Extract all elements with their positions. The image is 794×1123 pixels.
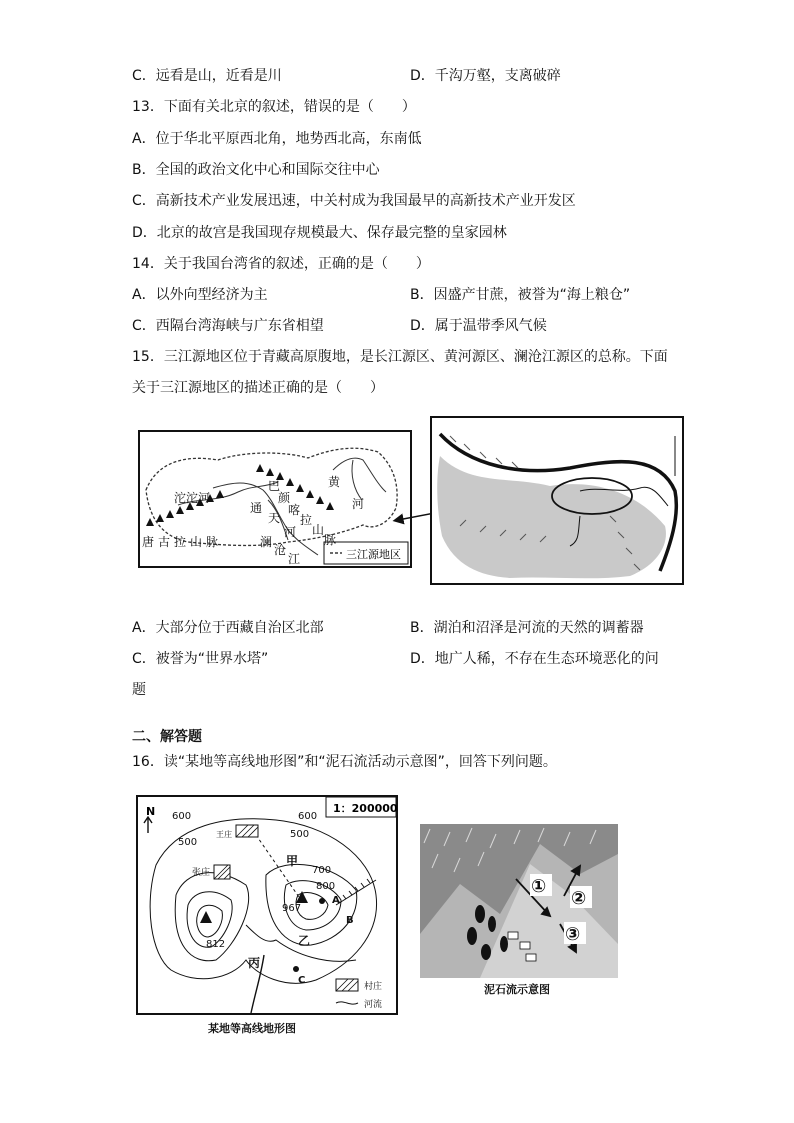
scale-label: 1：200000: [333, 802, 398, 815]
q15-option-d-line1: D．地广人稀，不存在生态环境恶化的问: [410, 651, 659, 667]
label-jia: 甲: [286, 854, 299, 868]
q15-option-b: B．湖泊和沼泽是河流的天然的调蓄器: [410, 620, 644, 636]
legend-river-label: 河流: [364, 1000, 383, 1010]
plateau-map: [430, 416, 684, 585]
point-c-label: C: [298, 975, 306, 986]
label-bayan-6: 脉: [324, 533, 337, 547]
q13-stem: 13．下面有关北京的叙述，错误的是（ ）: [132, 99, 416, 115]
village-zhangzhuang: 张庄: [192, 868, 211, 878]
legend-village-label: 村庄: [364, 982, 383, 992]
peak-967: 967: [282, 903, 302, 914]
contour-500-b: 500: [290, 829, 310, 840]
label-huanghe-2: 河: [352, 497, 365, 511]
q15-option-d-line2: 题: [132, 682, 146, 698]
q14-stem: 14．关于我国台湾省的叙述，正确的是（ ）: [132, 256, 430, 272]
label-tongtian-1: 通: [250, 501, 263, 515]
contour-500-a: 500: [178, 837, 198, 848]
debris-mark-1: ①: [531, 876, 547, 897]
label-tongtian-2: 天: [268, 511, 281, 525]
legend-label: 三江源地区: [346, 548, 401, 561]
q16-stem: 16．读“某地等高线地形图”和“泥石流活动示意图”，回答下列问题。: [132, 754, 557, 770]
q15-option-a: A．大部分位于西藏自治区北部: [132, 620, 324, 636]
contour-700: 700: [312, 865, 332, 876]
north-label: N: [146, 805, 156, 818]
contour-800: 800: [316, 881, 336, 892]
label-tongtian-3: 河: [284, 525, 297, 539]
q15-stem-line2: 关于三江源地区的描述正确的是（ ）: [132, 380, 384, 396]
label-tanggula: 唐古拉山脉: [142, 535, 223, 549]
label-lancang-2: 沧: [274, 543, 287, 557]
label-bayan-5: 山: [312, 523, 325, 537]
q14-option-c: C．西隔台湾海峡与广东省相望: [132, 318, 324, 334]
contour-map: [136, 795, 398, 1015]
q15-stem-line1: 15．三江源地区位于青藏高原腹地，是长江源区、黄河源区、澜沧江源区的总称。下面: [132, 349, 668, 365]
sanjiangyuan-map: [138, 430, 412, 568]
label-bayan-1: 巴: [268, 479, 281, 493]
section-heading: 二、解答题: [132, 729, 202, 745]
contour-map-caption: 某地等高线地形图: [208, 1022, 296, 1035]
label-yi: 乙: [298, 934, 311, 948]
label-lancang-1: 澜: [260, 535, 273, 549]
point-a-label: A: [332, 895, 340, 906]
label-lancang-3: 江: [288, 552, 301, 566]
q15-option-c: C．被誉为“世界水塔”: [132, 651, 269, 667]
debris-mark-2: ②: [571, 888, 587, 909]
q13-option-a: A．位于华北平原西北角，地势西北高，东南低: [132, 131, 422, 147]
label-bayan-3: 喀: [288, 503, 301, 517]
q12-option-c: C．远看是山，近看是川: [132, 68, 282, 84]
label-bayan-4: 拉: [300, 513, 313, 527]
contour-600-a: 600: [172, 811, 192, 822]
label-tuotuo-river: 沱沱河: [174, 491, 211, 505]
debris-mark-3: ③: [565, 924, 581, 945]
q13-option-d: D．北京的故宫是我国现存规模最大、保存最完整的皇家园林: [132, 225, 507, 241]
village-wangzhuang: 王庄: [216, 830, 232, 839]
point-b-label: B: [346, 915, 354, 926]
q12-option-d: D．千沟万壑，支离破碎: [410, 68, 561, 84]
debris-flow-image: [420, 824, 618, 978]
q14-option-a: A．以外向型经济为主: [132, 287, 268, 303]
q14-option-b: B．因盛产甘蔗，被誉为“海上粮仓”: [410, 287, 631, 303]
label-huanghe-1: 黄: [328, 475, 341, 489]
debris-flow-caption: 泥石流示意图: [484, 983, 550, 996]
contour-600-b: 600: [298, 811, 318, 822]
label-bing: 丙: [248, 956, 261, 970]
q13-option-b: B．全国的政治文化中心和国际交往中心: [132, 162, 380, 178]
q14-option-d: D．属于温带季风气候: [410, 318, 547, 334]
peak-812: 812: [206, 939, 226, 950]
q13-option-c: C．高新技术产业发展迅速，中关村成为我国最早的高新技术产业开发区: [132, 193, 576, 209]
label-bayan-2: 颜: [278, 491, 291, 505]
